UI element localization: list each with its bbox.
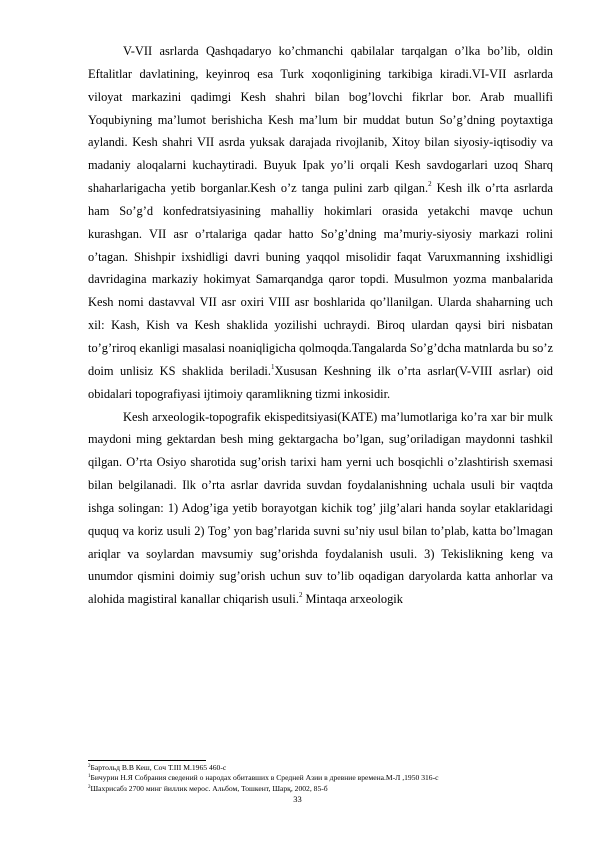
footnote-mark: 1 — [88, 774, 91, 780]
footnote-ref[interactable]: 2 — [428, 180, 432, 189]
footnote-text: Бартольд В.В Кеш, Соч Т.III М.1965 460-с — [90, 763, 227, 772]
paragraph-1-text-c: Xususan Keshning ilk o’rta asrlar(V-VIII asrlar) oid obidalari topografiyasi ijtimoiy qaramlikning tizmi inkosidir. — [88, 363, 553, 401]
paragraph-1 — [88, 40, 553, 406]
footnote — [88, 784, 558, 794]
footnote-ref[interactable]: 1 — [270, 362, 275, 371]
paragraph-1-text-a: V-VII asrlarda Qashqadaryo ko’chmanchi qabilalar tarqalgan o’lka bo’lib, oldin Eftalitlar davlatining, keyinroq esa Turk xoqonligining tarkibiga kiradi.VI-VII asrlarda viloyat markazini qadimgi Kesh shahri bilan bog’lovchi fikrlar bor. Arab muallifi Yoqubiyning ma’lumot berishicha Kesh ma’lum bir muddat butun So’g’dning poytaxtiga aylandi. Kesh shahri VII asrda yuksak darajada rivojlanib, Xitoy bilan siyosiy-iqtisodiy va madaniy aloqalarni kuchaytiradi. Buyuk Ipak yo’li orqali Kesh savdogarlari uzoq Sharq shaharlarigacha yetib borganlar.Kesh o’z tanga pulini zarb qilgan. — [88, 44, 553, 196]
paragraph-1-text-b: Kesh ilk o’rta asrlarda ham So’g’d konfedratsiyasining mahalliy hokimlari orasida yetakchi mavqe uchun kurashgan. VII asr o’rtalariga qadar hatto So’g’dning ma’muriy-siyosiy markazi rolini o’tagan. Shishpir ixshidligi davri buning yaqqol misolidir faqat Varuxmanning ixshidligi davridagina markaziy hokimyat Samarqandga qaror topdi. Musulmon yozma manbalarida Kesh nomi dastavval VII asr oxiri VIII asr boshlarida qo’llanilgan. Ularda shaharning uch xil: Kash, Kish va Kesh shaklida yozilishi uchraydi. Biroq ulardan qaysi biri nisbatan to’g’riroq ekanligi masalasi noaniqligicha qolmoqda.Tangalarda So’g’dcha matnlarda bu so’z doim unlisiz KS shaklida beriladi. — [88, 181, 553, 378]
page-number: 33 — [293, 794, 302, 804]
footnote-mark: 2 — [88, 784, 91, 790]
paragraph-2 — [88, 406, 553, 612]
page-body — [88, 40, 553, 611]
footnote-text: Бичурин Н.Я Собрания сведений о народах обитавших в Средней Азии в древние времена.М-Л ,1950 316-с — [90, 773, 439, 783]
footnote-text: Шахрисабз 2700 минг йиллик мерос. Альбом, Тошкент, Шарқ, 2002, 85-б — [90, 783, 328, 793]
paragraph-2-text-b: Mintaqa arxeologik — [302, 592, 403, 607]
footnote-mark: 2 — [88, 764, 91, 769]
paragraph-2-text-a: Kesh arxeologik-topografik ekispeditsiyasi(KATE) ma’lumotlariga ko’ra xar bir mulk maydoni ming gektardan besh ming gektargacha bo’lgan, sug’oriladigan maydonni tashkil qilgan. O’rta Osiyo sharotida sug’orish tarixi ham yerni uch bosqichli o’zlashtirish sxemasi bilan belgilanadi. Ilk o’rta asrlar davrida suvdan foydalanishning uchala usuli bir vaqtda ishga solingan: 1) Adog’iga yetib borayotgan kichik tog’ jilg’alari handa soylar etaklaridagi ququq va koriz usuli 2) Tog’ yon bag’rlarida suvni su’niy usul bilan to’plab, katta bo’lmagan ariqlar va soylardan mavsumiy sug’orishda foydalanish usuli. 3) Tekislikning keng va unumdor qismini doimiy sug’orish uchun suv to’lib oqadigan daryolarda katta anhorlar va alohida magistiral kanallar chiqarish usuli. — [88, 409, 553, 607]
footnote-ref[interactable]: 2 — [298, 591, 303, 600]
footnote — [88, 763, 558, 773]
footnotes — [88, 763, 558, 794]
footnote — [88, 773, 558, 783]
footnote-separator — [88, 760, 206, 761]
